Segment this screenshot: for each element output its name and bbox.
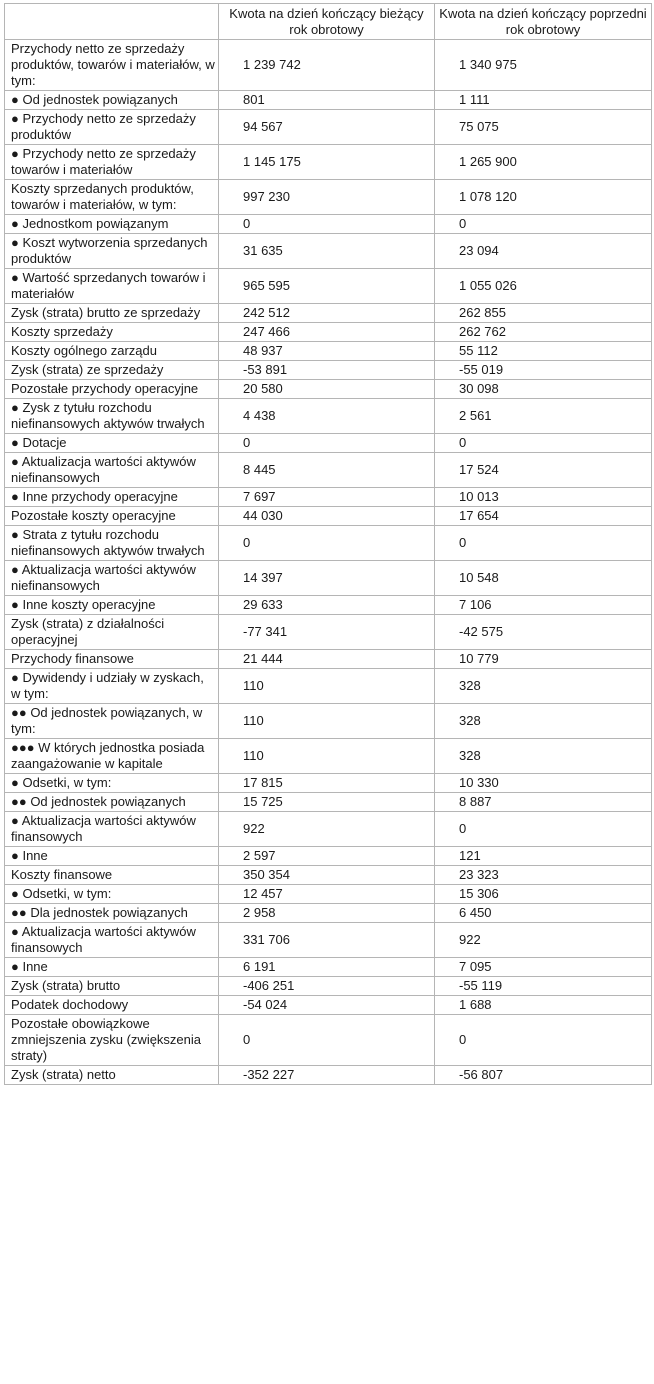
row-label: ● Aktualizacja wartości aktywów finansowych [5, 812, 219, 847]
header-previous-year: Kwota na dzień kończący poprzedni rok obrotowy [435, 4, 652, 40]
row-value-current: -53 891 [219, 361, 435, 380]
row-value-current: 14 397 [219, 561, 435, 596]
row-label: ● Aktualizacja wartości aktywów niefinansowych [5, 453, 219, 488]
header-row [5, 4, 652, 40]
row-value-current: -352 227 [219, 1066, 435, 1085]
row-label: ●● Dla jednostek powiązanych [5, 904, 219, 923]
table-row [5, 866, 652, 885]
row-label: ●● Od jednostek powiązanych [5, 793, 219, 812]
row-value-current: 8 445 [219, 453, 435, 488]
table-row [5, 399, 652, 434]
row-value-previous: -55 119 [435, 977, 652, 996]
row-value-previous: 0 [435, 1015, 652, 1066]
financial-statement-table [4, 3, 652, 1085]
row-label: Zysk (strata) brutto ze sprzedaży [5, 304, 219, 323]
table-row [5, 774, 652, 793]
row-value-current: 110 [219, 739, 435, 774]
table-row [5, 234, 652, 269]
row-value-current: 997 230 [219, 180, 435, 215]
table-row [5, 739, 652, 774]
row-value-current: 17 815 [219, 774, 435, 793]
table-row [5, 526, 652, 561]
row-value-current: 2 958 [219, 904, 435, 923]
row-label: ● Zysk z tytułu rozchodu niefinansowych aktywów trwałych [5, 399, 219, 434]
table-body [5, 40, 652, 1085]
table-row [5, 380, 652, 399]
row-value-current: 1 145 175 [219, 145, 435, 180]
row-value-current: 242 512 [219, 304, 435, 323]
table-row [5, 361, 652, 380]
table-row [5, 507, 652, 526]
row-label: Zysk (strata) brutto [5, 977, 219, 996]
row-value-current: 31 635 [219, 234, 435, 269]
table-row [5, 40, 652, 91]
row-value-current: 331 706 [219, 923, 435, 958]
row-value-previous: 922 [435, 923, 652, 958]
table-row [5, 180, 652, 215]
table-row [5, 215, 652, 234]
table-row [5, 669, 652, 704]
row-value-previous: 6 450 [435, 904, 652, 923]
row-value-previous: 30 098 [435, 380, 652, 399]
table-row [5, 269, 652, 304]
row-label: ● Od jednostek powiązanych [5, 91, 219, 110]
row-value-current: 110 [219, 704, 435, 739]
row-label: ● Inne [5, 847, 219, 866]
table-row [5, 323, 652, 342]
row-label: Koszty sprzedanych produktów, towarów i materiałów, w tym: [5, 180, 219, 215]
row-value-previous: 15 306 [435, 885, 652, 904]
table-row [5, 923, 652, 958]
row-value-previous: 328 [435, 704, 652, 739]
row-value-current: 350 354 [219, 866, 435, 885]
row-value-current: 0 [219, 1015, 435, 1066]
row-value-current: 922 [219, 812, 435, 847]
row-value-current: 2 597 [219, 847, 435, 866]
row-value-previous: -56 807 [435, 1066, 652, 1085]
row-value-previous: 23 094 [435, 234, 652, 269]
table-row [5, 650, 652, 669]
row-label: ● Aktualizacja wartości aktywów niefinansowych [5, 561, 219, 596]
row-value-current: 15 725 [219, 793, 435, 812]
row-value-current: -54 024 [219, 996, 435, 1015]
row-value-current: 0 [219, 215, 435, 234]
row-label: ● Inne [5, 958, 219, 977]
row-value-previous: 55 112 [435, 342, 652, 361]
row-value-current: 1 239 742 [219, 40, 435, 91]
table-row [5, 342, 652, 361]
row-value-previous: 262 855 [435, 304, 652, 323]
row-value-current: 801 [219, 91, 435, 110]
row-label: Zysk (strata) z działalności operacyjnej [5, 615, 219, 650]
table-row [5, 793, 652, 812]
table-row [5, 996, 652, 1015]
row-label: Zysk (strata) ze sprzedaży [5, 361, 219, 380]
header-current-year: Kwota na dzień kończący bieżący rok obrotowy [219, 4, 435, 40]
row-value-previous: 121 [435, 847, 652, 866]
row-label: Koszty ogólnego zarządu [5, 342, 219, 361]
row-label: Koszty finansowe [5, 866, 219, 885]
row-value-previous: 10 330 [435, 774, 652, 793]
row-value-current: 94 567 [219, 110, 435, 145]
row-label: ● Wartość sprzedanych towarów i materiałów [5, 269, 219, 304]
row-value-previous: 10 013 [435, 488, 652, 507]
row-label: ● Dywidendy i udziały w zyskach, w tym: [5, 669, 219, 704]
table-row [5, 91, 652, 110]
row-value-previous: 2 561 [435, 399, 652, 434]
row-label: ● Przychody netto ze sprzedaży produktów [5, 110, 219, 145]
table-row [5, 304, 652, 323]
row-value-current: 4 438 [219, 399, 435, 434]
row-value-previous: 262 762 [435, 323, 652, 342]
row-value-previous: 0 [435, 812, 652, 847]
row-value-current: 20 580 [219, 380, 435, 399]
row-label: ● Odsetki, w tym: [5, 774, 219, 793]
row-label: ● Aktualizacja wartości aktywów finansowych [5, 923, 219, 958]
row-label: Pozostałe koszty operacyjne [5, 507, 219, 526]
header-blank-cell [5, 4, 219, 40]
row-label: Podatek dochodowy [5, 996, 219, 1015]
row-value-current: 247 466 [219, 323, 435, 342]
table-row [5, 977, 652, 996]
table-row [5, 561, 652, 596]
row-label: Zysk (strata) netto [5, 1066, 219, 1085]
table-row [5, 488, 652, 507]
row-value-previous: 10 548 [435, 561, 652, 596]
table-row [5, 904, 652, 923]
row-value-current: 0 [219, 434, 435, 453]
row-value-previous: 0 [435, 434, 652, 453]
row-label: ● Inne koszty operacyjne [5, 596, 219, 615]
table-row [5, 596, 652, 615]
row-value-current: 21 444 [219, 650, 435, 669]
row-value-current: 29 633 [219, 596, 435, 615]
row-value-previous: 1 265 900 [435, 145, 652, 180]
row-label: ● Jednostkom powiązanym [5, 215, 219, 234]
table-row [5, 434, 652, 453]
row-value-previous: 1 111 [435, 91, 652, 110]
row-value-previous: 75 075 [435, 110, 652, 145]
table-row [5, 885, 652, 904]
row-value-previous: 7 095 [435, 958, 652, 977]
row-value-previous: 1 055 026 [435, 269, 652, 304]
row-label: ● Koszt wytworzenia sprzedanych produktów [5, 234, 219, 269]
table-row [5, 110, 652, 145]
row-value-previous: 17 524 [435, 453, 652, 488]
row-label: Przychody netto ze sprzedaży produktów, towarów i materiałów, w tym: [5, 40, 219, 91]
row-value-previous: 1 340 975 [435, 40, 652, 91]
table-row [5, 1066, 652, 1085]
row-value-previous: -42 575 [435, 615, 652, 650]
row-value-current: 12 457 [219, 885, 435, 904]
row-label: ● Odsetki, w tym: [5, 885, 219, 904]
row-label: Pozostałe obowiązkowe zmniejszenia zysku (zwiększenia straty) [5, 1015, 219, 1066]
row-value-current: 0 [219, 526, 435, 561]
row-value-current: 7 697 [219, 488, 435, 507]
row-label: Przychody finansowe [5, 650, 219, 669]
row-label: Pozostałe przychody operacyjne [5, 380, 219, 399]
table-row [5, 1015, 652, 1066]
row-value-previous: -55 019 [435, 361, 652, 380]
table-row [5, 615, 652, 650]
row-value-current: 6 191 [219, 958, 435, 977]
row-value-current: -406 251 [219, 977, 435, 996]
row-value-previous: 328 [435, 739, 652, 774]
row-value-previous: 1 078 120 [435, 180, 652, 215]
row-value-previous: 17 654 [435, 507, 652, 526]
row-label: ●●● W których jednostka posiada zaangażowanie w kapitale [5, 739, 219, 774]
row-label: ● Dotacje [5, 434, 219, 453]
table-row [5, 958, 652, 977]
row-value-current: 110 [219, 669, 435, 704]
row-value-current: 965 595 [219, 269, 435, 304]
row-value-previous: 23 323 [435, 866, 652, 885]
table-row [5, 704, 652, 739]
table-row [5, 812, 652, 847]
row-label: ● Inne przychody operacyjne [5, 488, 219, 507]
table-row [5, 453, 652, 488]
row-label: ● Przychody netto ze sprzedaży towarów i materiałów [5, 145, 219, 180]
table-row [5, 145, 652, 180]
row-value-previous: 0 [435, 215, 652, 234]
row-value-previous: 0 [435, 526, 652, 561]
row-value-current: 44 030 [219, 507, 435, 526]
table-row [5, 847, 652, 866]
row-value-previous: 1 688 [435, 996, 652, 1015]
row-value-previous: 328 [435, 669, 652, 704]
row-label: ●● Od jednostek powiązanych, w tym: [5, 704, 219, 739]
row-label: ● Strata z tytułu rozchodu niefinansowych aktywów trwałych [5, 526, 219, 561]
row-value-current: -77 341 [219, 615, 435, 650]
row-value-current: 48 937 [219, 342, 435, 361]
row-value-previous: 8 887 [435, 793, 652, 812]
row-value-previous: 7 106 [435, 596, 652, 615]
row-label: Koszty sprzedaży [5, 323, 219, 342]
row-value-previous: 10 779 [435, 650, 652, 669]
